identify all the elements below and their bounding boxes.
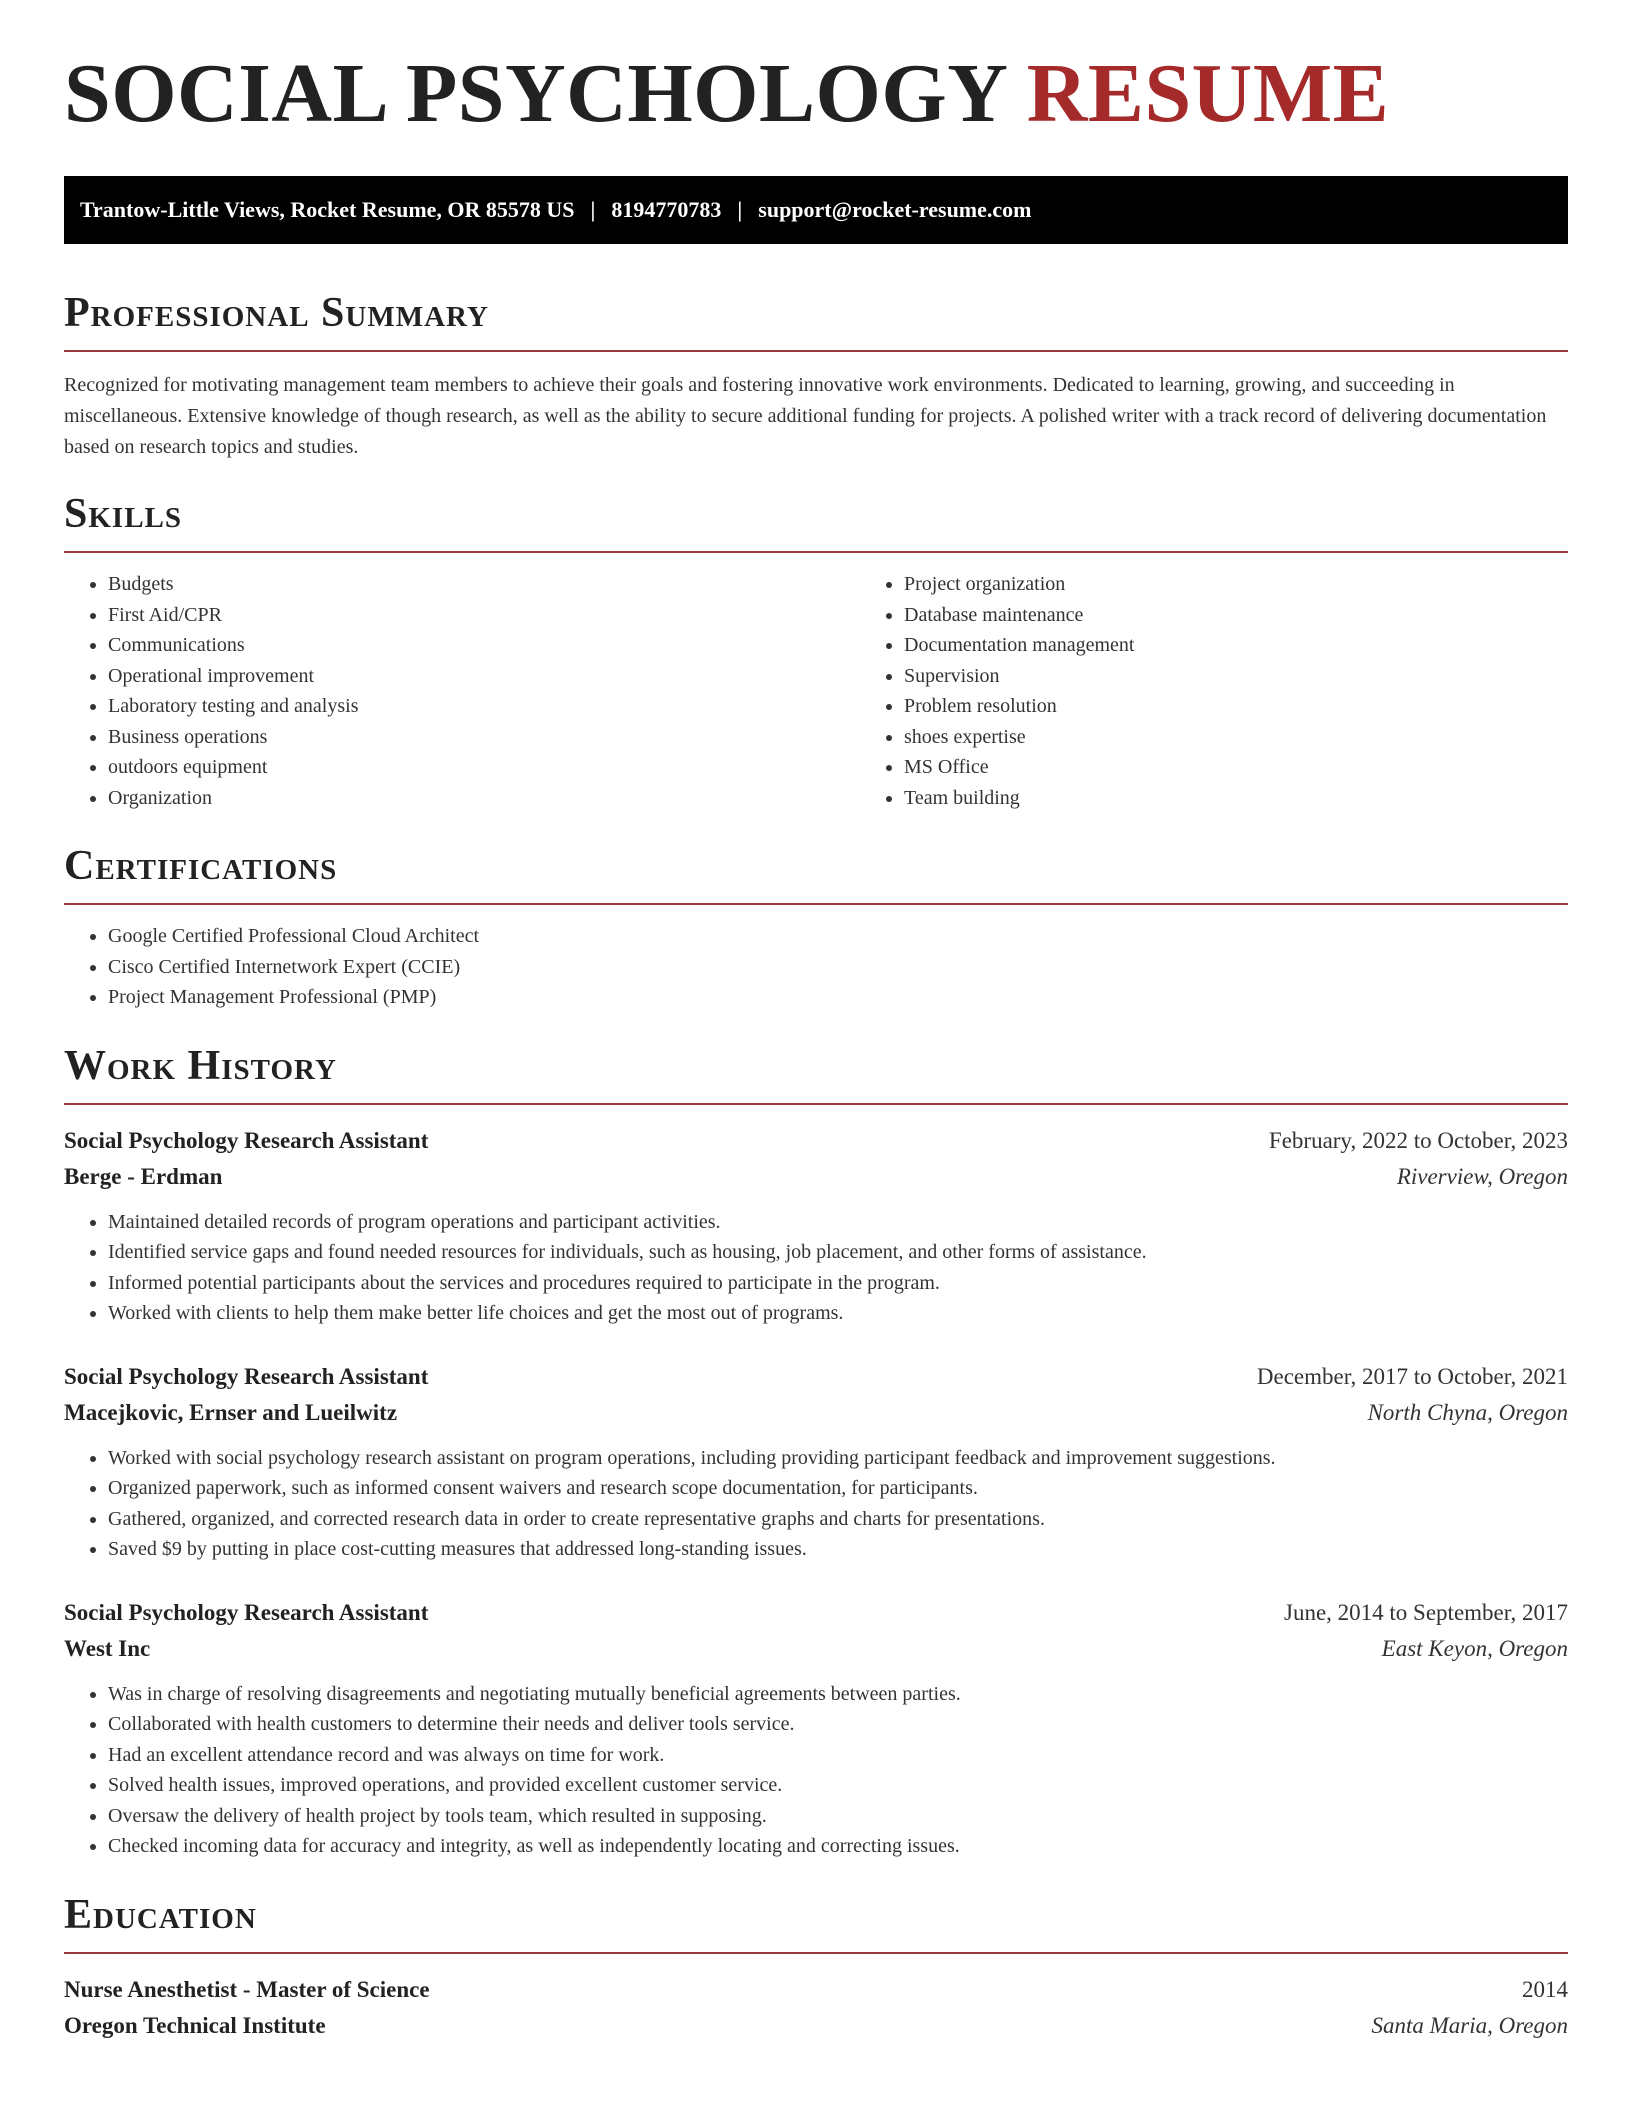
contact-separator: |: [590, 197, 596, 222]
skill-item: • Database maintenance: [904, 600, 1632, 631]
job-header: [64, 1595, 1568, 1631]
education-header: [64, 1972, 1568, 2008]
job-title: Social Psychology Research Assistant: [64, 1127, 429, 1153]
title-accent: RESUME: [1026, 47, 1390, 140]
job-bullet: • Checked incoming data for accuracy and integrity, as well as independently locating and correcting issues.: [108, 1831, 1568, 1862]
job-location: Riverview, Oregon: [1396, 1163, 1568, 1189]
job-bullet: • Had an excellent attendance record and was always on time for work.: [108, 1740, 1568, 1771]
job-bullet: • Informed potential participants about the services and procedures required to participate in the program.: [108, 1268, 1568, 1299]
section-heading: Professional Summary: [64, 290, 489, 336]
job-bullets: [64, 1679, 1568, 1862]
resume-title: [64, 0, 1568, 140]
section-heading: Skills: [64, 491, 183, 537]
education-location: Santa Maria, Oregon: [1371, 2012, 1568, 2038]
skill-item: • Problem resolution: [904, 691, 1632, 722]
title-main: SOCIAL PSYCHOLOGY: [64, 47, 1006, 140]
certification-item: • Google Certified Professional Cloud Architect: [108, 921, 1568, 952]
job-bullet: • Solved health issues, improved operations, and provided excellent customer service.: [108, 1770, 1568, 1801]
certification-item: • Project Management Professional (PMP): [108, 982, 1568, 1013]
job-bullets: [64, 1443, 1568, 1565]
job-bullet: • Worked with clients to help them make better life choices and get the most out of programs.: [108, 1298, 1568, 1329]
job-title: Social Psychology Research Assistant: [64, 1363, 429, 1389]
job-entry: [64, 1359, 1568, 1565]
job-bullet: • Was in charge of resolving disagreements and negotiating mutually beneficial agreements between parties.: [108, 1679, 1568, 1710]
section-heading: Education: [64, 1891, 257, 1938]
skill-item: • Operational improvement: [108, 661, 860, 692]
skill-item: • Documentation management: [904, 630, 1632, 661]
contact-bar: [64, 176, 1568, 244]
job-bullet: • Gathered, organized, and corrected research data in order to create representative graphs and charts for presentations.: [108, 1504, 1568, 1535]
education-entry: [64, 1972, 1568, 2044]
skills-right-list: [860, 569, 1632, 813]
certifications-section: [64, 845, 1568, 1013]
section-heading: Certifications: [64, 843, 338, 889]
job-title: Social Psychology Research Assistant: [64, 1599, 429, 1625]
job-header: [64, 1123, 1568, 1159]
section-divider: [64, 1103, 1568, 1105]
skill-item: • Business operations: [108, 722, 860, 753]
section-divider: [64, 903, 1568, 905]
section-heading: Work History: [64, 1042, 337, 1089]
skill-item: • First Aid/CPR: [108, 600, 860, 631]
job-bullet: • Collaborated with health customers to determine their needs and deliver tools service.: [108, 1709, 1568, 1740]
summary-text: Recognized for motivating management team members to achieve their goals and fostering innovative work environments. Dedicated to learning, growing, and succeeding in miscellaneous. Extensive knowledge of though research, as well as the ability to secure additional funding for projects. A polished writer with a track record of delivering documentation based on research topics and studies.: [64, 374, 1547, 458]
job-bullet: • Worked with social psychology research assistant on program operations, including providing participant feedback and improvement suggestions.: [108, 1443, 1568, 1474]
section-divider: [64, 551, 1568, 553]
job-entry: [64, 1595, 1568, 1862]
job-bullet: • Organized paperwork, such as informed consent waivers and research scope documentation, for participants.: [108, 1473, 1568, 1504]
skill-item: • Team building: [904, 783, 1632, 814]
skill-item: • MS Office: [904, 752, 1632, 783]
education-school: Oregon Technical Institute: [64, 2012, 326, 2038]
skill-item: • Organization: [108, 783, 860, 814]
job-bullet: • Maintained detailed records of program operations and participant activities.: [108, 1207, 1568, 1238]
job-dates: June, 2014 to September, 2017: [1284, 1599, 1568, 1625]
job-dates: February, 2022 to October, 2023: [1268, 1127, 1568, 1153]
job-company: Berge - Erdman: [64, 1163, 223, 1189]
contact-address: Trantow-Little Views, Rocket Resume, OR 85578 US: [80, 197, 575, 222]
job-subheader: [64, 1395, 1568, 1431]
contact-email: support@rocket-resume.com: [758, 197, 1032, 222]
skills-section: [64, 493, 1568, 813]
certifications-list: [64, 921, 1568, 1013]
job-bullets: [64, 1207, 1568, 1329]
education-section: [64, 1891, 1568, 2044]
job-company: West Inc: [64, 1635, 151, 1661]
skill-item: • outdoors equipment: [108, 752, 860, 783]
skill-item: • Supervision: [904, 661, 1632, 692]
skill-item: • Budgets: [108, 569, 860, 600]
job-subheader: [64, 1159, 1568, 1195]
job-header: [64, 1359, 1568, 1395]
summary-section: [64, 292, 1568, 463]
education-degree: Nurse Anesthetist - Master of Science: [64, 1976, 430, 2002]
job-bullet: • Saved $9 by putting in place cost-cutting measures that addressed long-standing issues.: [108, 1534, 1568, 1565]
job-bullet: • Oversaw the delivery of health project by tools team, which resulted in supposing.: [108, 1801, 1568, 1832]
contact-separator: |: [737, 197, 743, 222]
job-location: North Chyna, Oregon: [1367, 1399, 1568, 1425]
skills-columns: [64, 569, 1568, 813]
job-location: East Keyon, Oregon: [1381, 1635, 1568, 1661]
skill-item: • shoes expertise: [904, 722, 1632, 753]
section-divider: [64, 1952, 1568, 1954]
job-company: Macejkovic, Ernser and Lueilwitz: [64, 1399, 398, 1425]
job-entry: [64, 1123, 1568, 1329]
contact-phone: 8194770783: [611, 197, 722, 222]
job-bullet: • Identified service gaps and found needed resources for individuals, such as housing, job placement, and other forms of assistance.: [108, 1237, 1568, 1268]
certification-item: • Cisco Certified Internetwork Expert (CCIE): [108, 952, 1568, 983]
skill-item: • Communications: [108, 630, 860, 661]
education-subheader: [64, 2008, 1568, 2044]
education-year: 2014: [1522, 1976, 1568, 2002]
job-subheader: [64, 1631, 1568, 1667]
section-divider: [64, 350, 1568, 352]
skills-left-list: [64, 569, 860, 813]
job-dates: December, 2017 to October, 2021: [1256, 1363, 1568, 1389]
skill-item: • Project organization: [904, 569, 1632, 600]
skill-item: • Laboratory testing and analysis: [108, 691, 860, 722]
work-history-section: [64, 1042, 1568, 1862]
